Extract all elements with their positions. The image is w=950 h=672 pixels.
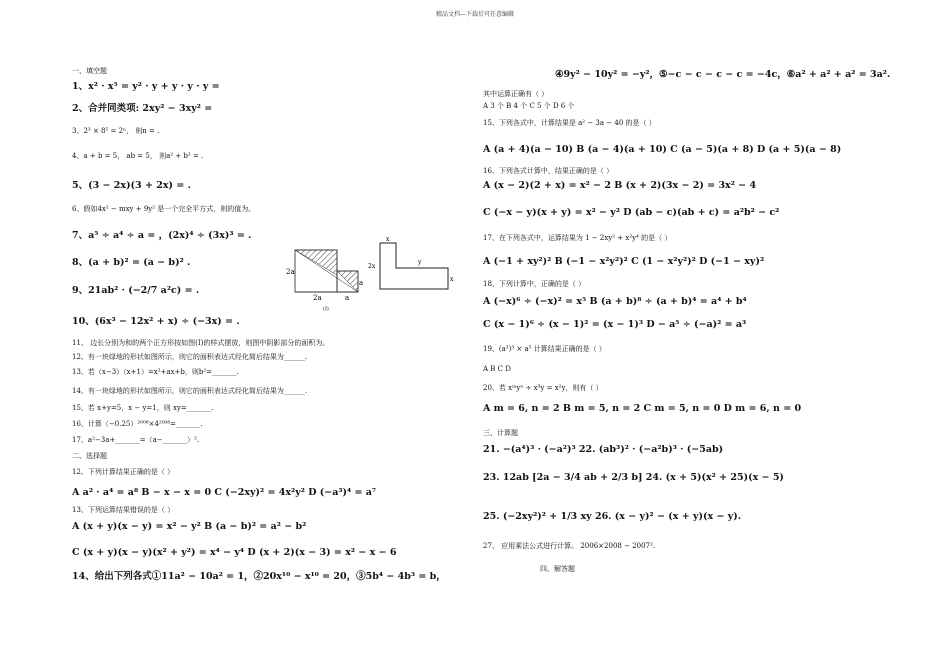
left-line-q1: 1、x² · x⁵ = y² · y + y · y · y = (72, 81, 220, 92)
page-header: 精品文档---下载后可任意编辑 (435, 11, 515, 18)
right-line-r17: A m = 6, n = 2 B m = 5, n = 2 C m = 5, n = 0 D m = 6, n = 0 (483, 403, 802, 414)
shaded-region-1 (295, 250, 337, 275)
left-line-q14b: 14、给出下列各式①11a² − 10a² = 1，②20x¹⁰ − x¹⁰ = 20，③5b⁴ − 4b³ = b， (72, 571, 446, 582)
left-line-q16: 16、计算（−0.25）²⁰⁰⁸×4²⁰⁰⁸=_______. (72, 420, 203, 428)
fig2-label-x-top: x (386, 236, 390, 243)
left-line-q12: 12、有一块绿地的形状如图所示，则它的面积表达式经化简后结果为______. (72, 353, 308, 361)
right-line-r13: C (x − 1)⁶ ÷ (x − 1)² = (x − 1)³ D − a⁵ ÷ (−a)² = a³ (483, 319, 747, 330)
left-line-sec2: 二、选择题 (72, 452, 107, 460)
fig1-label-a: a (359, 279, 364, 287)
left-line-q13opts2: C (x + y)(x − y)(x² + y²) = x⁴ − y⁴ D (x + 2)(x − 3) = x² − x − 6 (72, 547, 397, 558)
right-line-r16: 20、若 xᵐyⁿ ÷ x³y = x²y，则有（ ） (483, 384, 603, 392)
right-line-r11: 18、下列计算中，正确的是（ ） (483, 280, 586, 288)
right-line-r19: 23. 12ab [2a − 3/4 ab + 2/3 b] 24. (x + 5)(x² + 25)(x − 5) (483, 472, 784, 483)
left-line-q9: 9、21ab² · (−2/7 a²c) = . (72, 285, 200, 296)
right-line-sec4: 四、解答题 (540, 565, 575, 573)
right-line-r10: A (−1 + xy²)² B (−1 − x²y²)² C (1 − x²y²)² D (−1 − xy)² (483, 256, 765, 267)
figure-l-shape (366, 235, 456, 295)
fig1-label-2a-bottom: 2a (313, 294, 322, 302)
fig1-label-a2: a (345, 294, 350, 302)
left-line-q14: 14、有一块绿地的形状如图所示，则它的面积表达式经化简后结果为______. (72, 387, 308, 395)
shaded-region-2 (337, 271, 358, 292)
left-line-q5: 5、(3 − 2x)(3 + 2x) = . (72, 180, 191, 191)
right-line-r6: 16、下列各式计算中，结果正确的是（ ） (483, 167, 614, 175)
right-line-r9: 17、在下列各式中，运算结果为 1 − 2xy² + x²y⁴ 的是（ ） (483, 234, 672, 242)
left-line-sec1: 一、填空题 (72, 67, 107, 75)
fig2-label-x-right: x (450, 276, 454, 283)
right-line-r14: 19、(a³)³ × a⁵ 计算结果正确的是（ ） (483, 345, 606, 353)
right-line-r3: A 3 个 B 4 个 C 5 个 D 6 个 (483, 102, 575, 110)
left-line-q12opts: A a² · a⁴ = a⁸ B − x − x = 0 C (−2xy)² = 4x²y² D (−a³)⁴ = a⁷ (72, 487, 377, 498)
left-line-q4: 4、a + b = 5， ab = 5， 则a² + b² = . (72, 152, 204, 160)
right-line-r8: C (−x − y)(x + y) = x² − y² D (ab − c)(ab + c) = a²b² − c² (483, 207, 780, 218)
left-line-q6: 6、假如4x² − mxy + 9y² 是一个完全平方式，则的值为。 (72, 205, 256, 213)
left-line-q12b: 12、下列计算结果正确的是（ ） (72, 468, 175, 476)
left-line-q17: 17、a²−3a+_______=（a−_______）². (72, 436, 200, 444)
right-line-r21: 27、 应用乘法公式进行计算。 2006×2008 − 2007². (483, 542, 656, 550)
l-shape-outline (380, 243, 448, 289)
right-line-r20: 25. (−2xy²)² + 1/3 xy 26. (x − y)² − (x + y)(x − y). (483, 511, 742, 522)
right-line-r15: A B C D (483, 365, 511, 373)
left-line-q7: 7、a⁵ ÷ a⁴ ÷ a = ，(2x)⁴ ÷ (3x)³ = . (72, 230, 252, 241)
left-line-q13: 13、若（x−3）（x+1）=x²+ax+b，则b²=_______. (72, 368, 239, 376)
fig2-label-y: y (418, 259, 422, 266)
right-line-r2: 其中运算正确有（ ） (483, 90, 549, 98)
fig2-label-2x: 2x (368, 263, 376, 270)
right-line-r1: ④9y² − 10y² = −y²，⑤−c − c − c − c = −4c，⑥a² + a² + a² = 3a². (555, 69, 891, 80)
left-line-q11: 11、 边长分别为和的两个正方形按如图(I)的样式摆放，则图中阴影部分的面积为。 (72, 339, 330, 347)
right-line-r7: A (x − 2)(2 + x) = x² − 2 B (x + 2)(3x − 2) = 3x² − 4 (483, 180, 757, 191)
right-line-r5: A (a + 4)(a − 10) B (a − 4)(a + 10) C (a − 5)(a + 8) D (a + 5)(a − 8) (483, 144, 842, 155)
left-line-q15: 15、若 x+y=5，x − y=1，则 xy=_______. (72, 404, 214, 412)
right-line-r12: A (−x)⁶ ÷ (−x)² = x⁵ B (a + b)⁸ ÷ (a + b)⁴ = a⁴ + b⁴ (483, 296, 747, 307)
figure-two-squares (285, 247, 365, 315)
right-line-sec3: 三、计算题 (483, 429, 518, 437)
left-line-q10: 10、(6x³ − 12x² + x) ÷ (−3x) = . (72, 316, 240, 327)
right-line-r18: 21. −(a⁴)³ · (−a²)³ 22. (ab³)² · (−a²b)³ · (−5ab) (483, 444, 724, 455)
left-line-q13opts1: A (x + y)(x − y) = x² − y² B (a − b)² = a² − b² (72, 521, 307, 532)
left-line-q8: 8、(a + b)² = (a − b)² . (72, 257, 191, 268)
left-line-q13b: 13、下列运算结果错误的是（ ） (72, 506, 175, 514)
left-line-q2: 2、合并同类项: 2xy² − 3xy² = (72, 103, 213, 114)
left-line-q3: 3、2³ × 8⁵ = 2ⁿ， 则n = . (72, 127, 160, 135)
right-line-r4: 15、下列各式中，计算结果是 a² − 3a − 40 的是（ ） (483, 119, 656, 127)
fig1-label-2a: 2a (286, 268, 295, 276)
fig1-caption: (I) (323, 306, 329, 312)
